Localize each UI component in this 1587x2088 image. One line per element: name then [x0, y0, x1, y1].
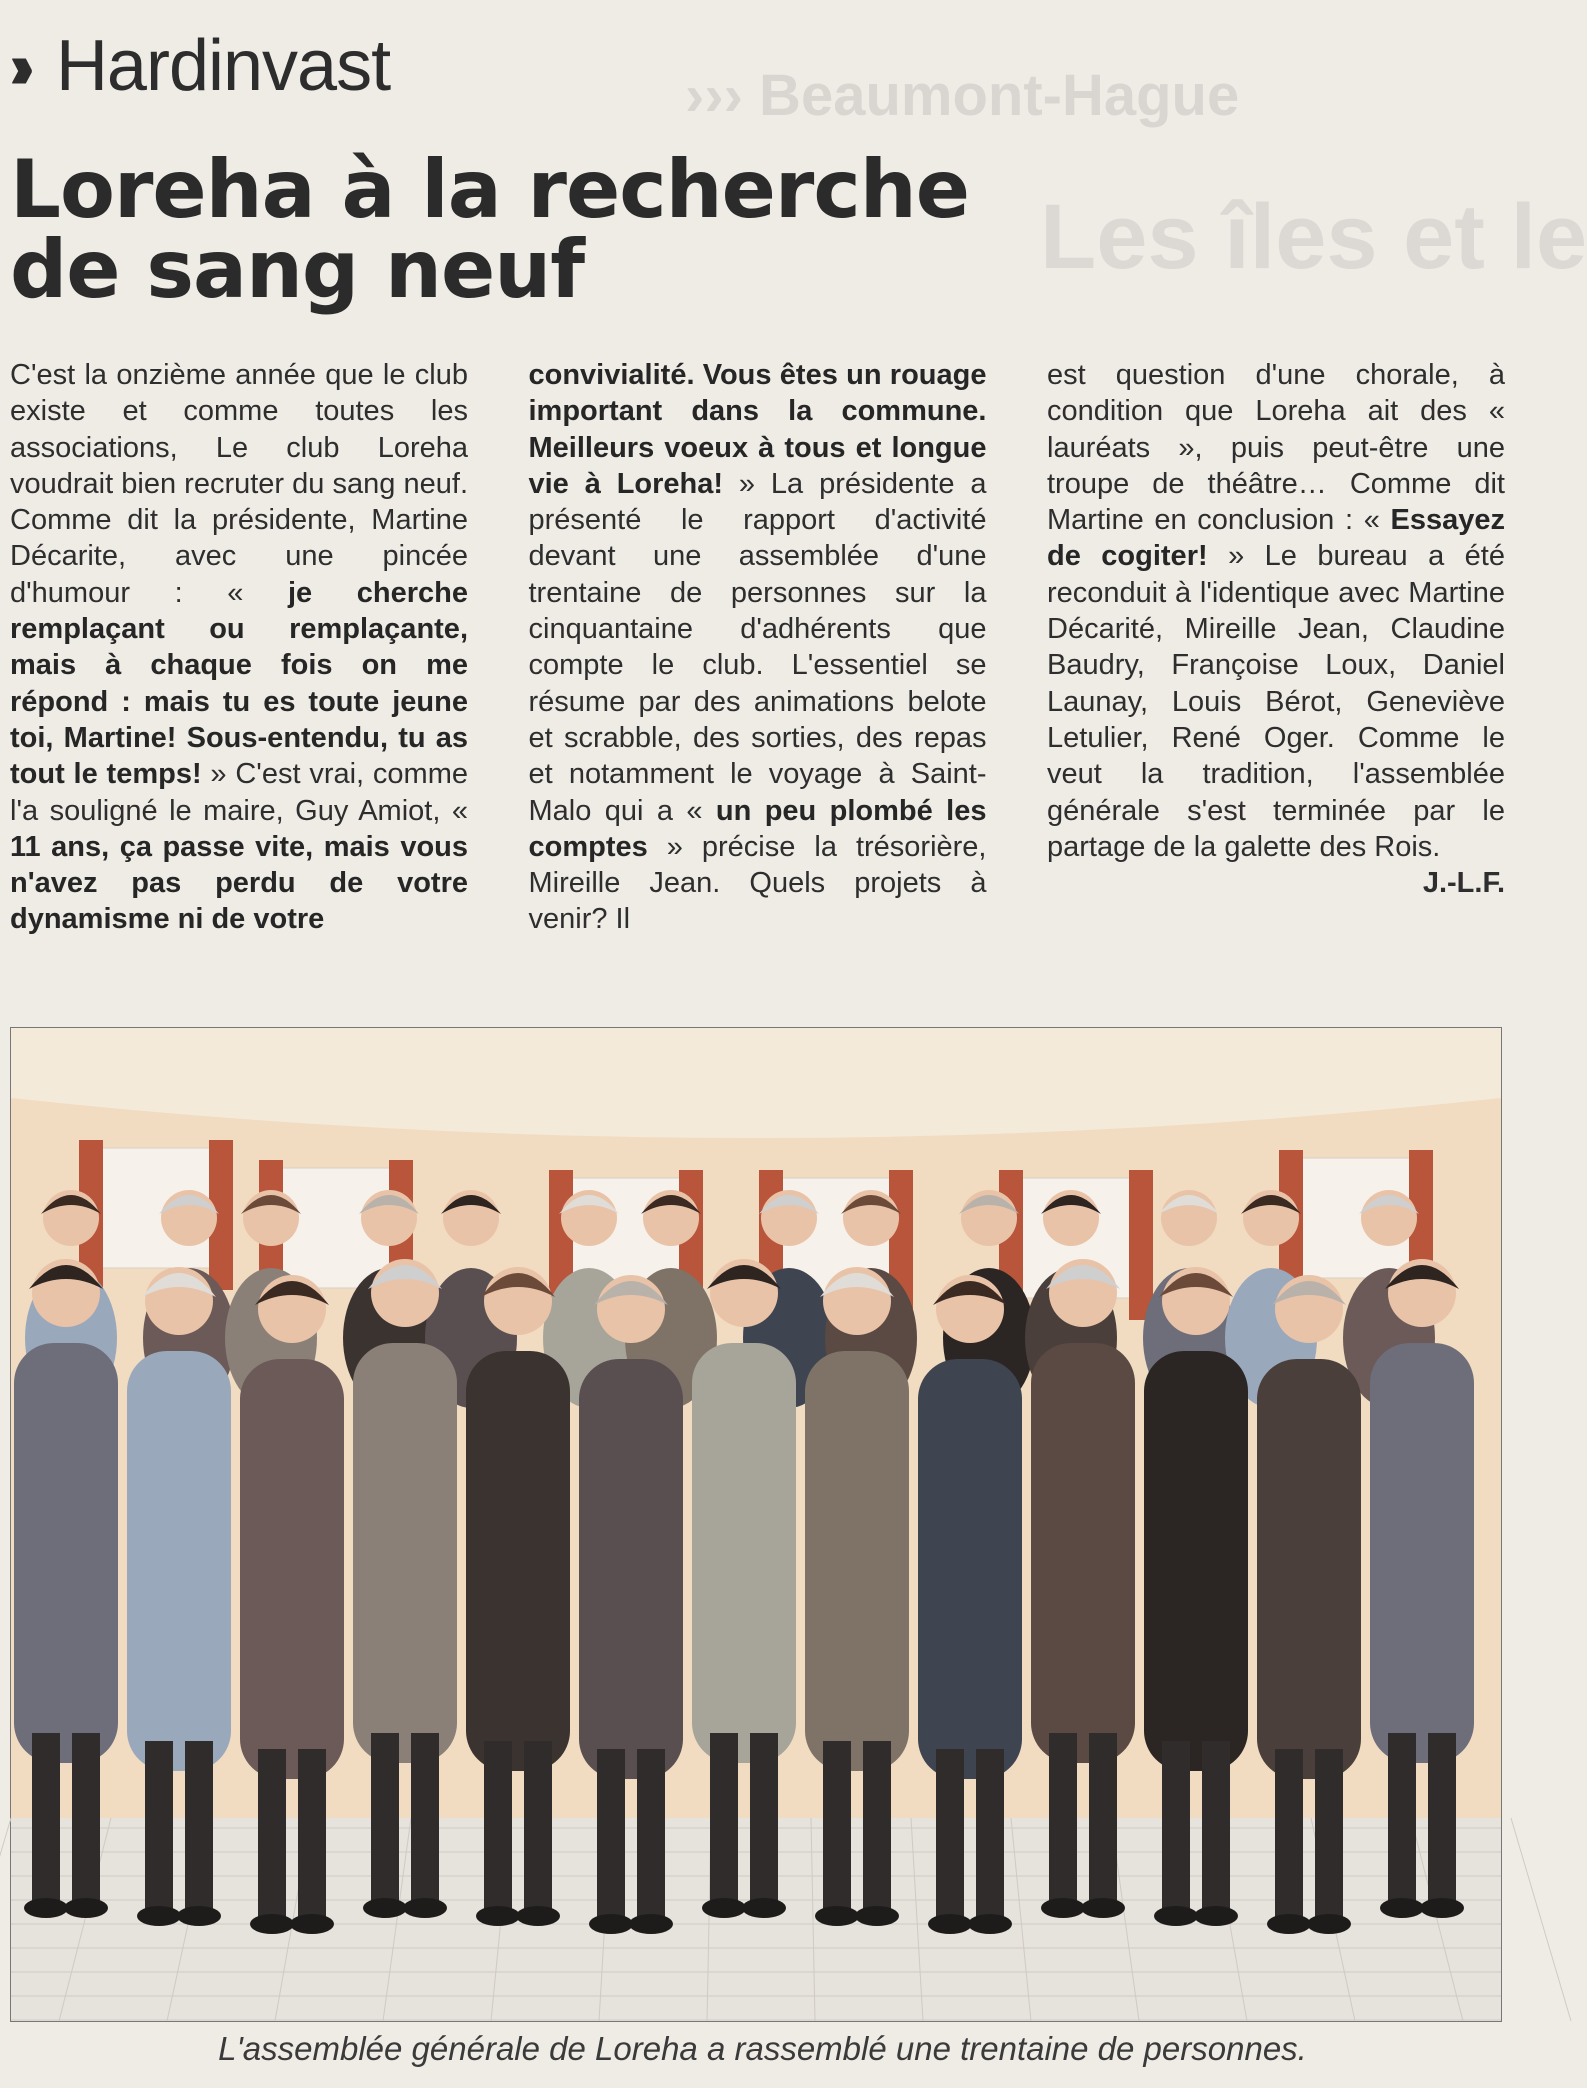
person-shoe	[1081, 1898, 1125, 1918]
person-shoe	[250, 1914, 294, 1934]
person-shoe	[855, 1906, 899, 1926]
person-leg	[371, 1733, 399, 1903]
person-leg	[750, 1733, 778, 1903]
person-shoe	[1380, 1898, 1424, 1918]
person-leg	[1202, 1741, 1230, 1911]
person-torso	[466, 1351, 570, 1771]
person-shoe	[1194, 1906, 1238, 1926]
col2-run-2: un peu plombé les comptes	[528, 794, 987, 863]
floor-tile-line	[0, 1818, 11, 2021]
col1-run-0: C'est la onzième année que le club existe et comme toutes les associations, Le club Loreha voudrait bien recruter du sang neuf. Comme dit la présidente, Martine Décarite, avec une pincée d'humour : «	[10, 359, 468, 609]
person-torso	[353, 1343, 457, 1763]
col2-run-0: convivialité. Vous êtes un rouage important dans la commune. Meilleurs voeux à tous et longue vie à Loreha!	[528, 359, 987, 500]
person-shoe	[476, 1906, 520, 1926]
person-shoe	[1420, 1898, 1464, 1918]
person-leg	[258, 1749, 286, 1919]
neighbour-article-title: Les îles et le	[1040, 186, 1587, 288]
col2-run-3: » précise la trésorière, Mireille Jean. Quels projets à venir? Il	[528, 830, 987, 936]
person-shoe	[589, 1914, 633, 1934]
person-shoe	[1041, 1898, 1085, 1918]
person-leg	[1049, 1733, 1077, 1903]
person-shoe	[290, 1914, 334, 1934]
article-headline	[10, 143, 1110, 316]
person-shoe	[1307, 1914, 1351, 1934]
person-leg	[145, 1741, 173, 1911]
col1-run-2: » C'est vrai, comme l'a souligné le maire, Guy Amiot, «	[10, 758, 468, 827]
article-column-3	[1047, 357, 1505, 977]
col3-run-2: » Le bureau a été reconduit à l'identique avec Martine Décarité, Mireille Jean, Claudine Baudry, Françoise Loux, Daniel Launay, Louis Bérot, Geneviève Letulier, René Oger. Comme le veut la tradition, l'assemblée générale s'est terminée par le partage de la galette des Rois.	[1047, 540, 1505, 863]
floor-tile-line	[1511, 1818, 1571, 2021]
column-3-text	[1047, 359, 1505, 863]
person-torso	[1031, 1343, 1135, 1763]
person-shoe	[815, 1906, 859, 1926]
person-leg	[1428, 1733, 1456, 1903]
group-photo-illustration	[11, 1028, 1501, 2021]
headline-line-2: de sang neuf	[10, 223, 585, 316]
person-leg	[710, 1733, 738, 1903]
curtain	[1129, 1170, 1153, 1320]
person-leg	[637, 1749, 665, 1919]
person-shoe	[1154, 1906, 1198, 1926]
person-torso	[127, 1351, 231, 1771]
article-column-2	[529, 357, 987, 977]
person-leg	[936, 1749, 964, 1919]
col1-run-3: 11 ans, ça passe vite, mais vous n'avez pas perdu de votre dynamisme ni de votre	[10, 830, 468, 936]
person-leg	[1089, 1733, 1117, 1903]
person-leg	[1275, 1749, 1303, 1919]
person-leg	[1315, 1749, 1343, 1919]
person-torso	[14, 1343, 118, 1763]
person-shoe	[363, 1898, 407, 1918]
person-leg	[524, 1741, 552, 1911]
person-torso	[579, 1359, 683, 1779]
person-torso	[692, 1343, 796, 1763]
headline-line-1: Loreha à la recherche	[10, 143, 969, 236]
person-leg	[1162, 1741, 1190, 1911]
section-kicker	[10, 26, 391, 106]
kicker-town: Hardinvast	[55, 26, 391, 106]
triple-chevron-icon: ›››	[10, 30, 22, 102]
person-torso	[1144, 1351, 1248, 1771]
person-shoe	[968, 1914, 1012, 1934]
person-leg	[411, 1733, 439, 1903]
person-leg	[298, 1749, 326, 1919]
person-leg	[72, 1733, 100, 1903]
col1-run-1: je cherche remplaçant ou remplaçante, mais à chaque fois on me répond : mais tu es toute jeune toi, Martine! Sous-entendu, tu as tout le temps!	[10, 576, 468, 791]
person-shoe	[629, 1914, 673, 1934]
person-shoe	[177, 1906, 221, 1926]
col2-run-1: » La présidente a présenté le rapport d'activité devant une assemblée d'une trentaine de personnes sur la cinquantaine d'adhérents que compte le club. L'essentiel se résume par des animations belote et scrabble, des sorties, des repas et notamment le voyage à Saint-Malo qui a «	[528, 467, 987, 827]
person-leg	[863, 1741, 891, 1911]
person-shoe	[702, 1898, 746, 1918]
person-leg	[32, 1733, 60, 1903]
person-shoe	[137, 1906, 181, 1926]
person-shoe	[64, 1898, 108, 1918]
person-torso	[1257, 1359, 1361, 1779]
person-shoe	[403, 1898, 447, 1918]
person-leg	[597, 1749, 625, 1919]
person-torso	[918, 1359, 1022, 1779]
group-photo	[10, 1027, 1502, 2022]
person-leg	[823, 1741, 851, 1911]
person-shoe	[742, 1898, 786, 1918]
photo-caption: L'assemblée générale de Loreha a rassemblé une trentaine de personnes.	[218, 2030, 1307, 2067]
person-shoe	[24, 1898, 68, 1918]
person-shoe	[1267, 1914, 1311, 1934]
person-torso	[1370, 1343, 1474, 1763]
person-leg	[976, 1749, 1004, 1919]
person-shoe	[928, 1914, 972, 1934]
person-shoe	[516, 1906, 560, 1926]
neighbour-article-kicker: ››› Beaumont-Hague	[685, 63, 1240, 128]
person-leg	[484, 1741, 512, 1911]
article-body	[10, 357, 1505, 977]
person-torso	[805, 1351, 909, 1771]
person-leg	[1388, 1733, 1416, 1903]
byline: J.-L.F.	[1422, 867, 1505, 900]
col3-run-1: Essayez de cogiter!	[1047, 504, 1505, 573]
article-column-1	[10, 357, 468, 977]
col3-run-0: est question d'une chorale, à condition que Loreha ait des « lauréats », puis peut-être une troupe de théâtre… Comme dit Martine en conclusion : «	[1047, 359, 1505, 537]
person-leg	[185, 1741, 213, 1911]
person-torso	[240, 1359, 344, 1779]
